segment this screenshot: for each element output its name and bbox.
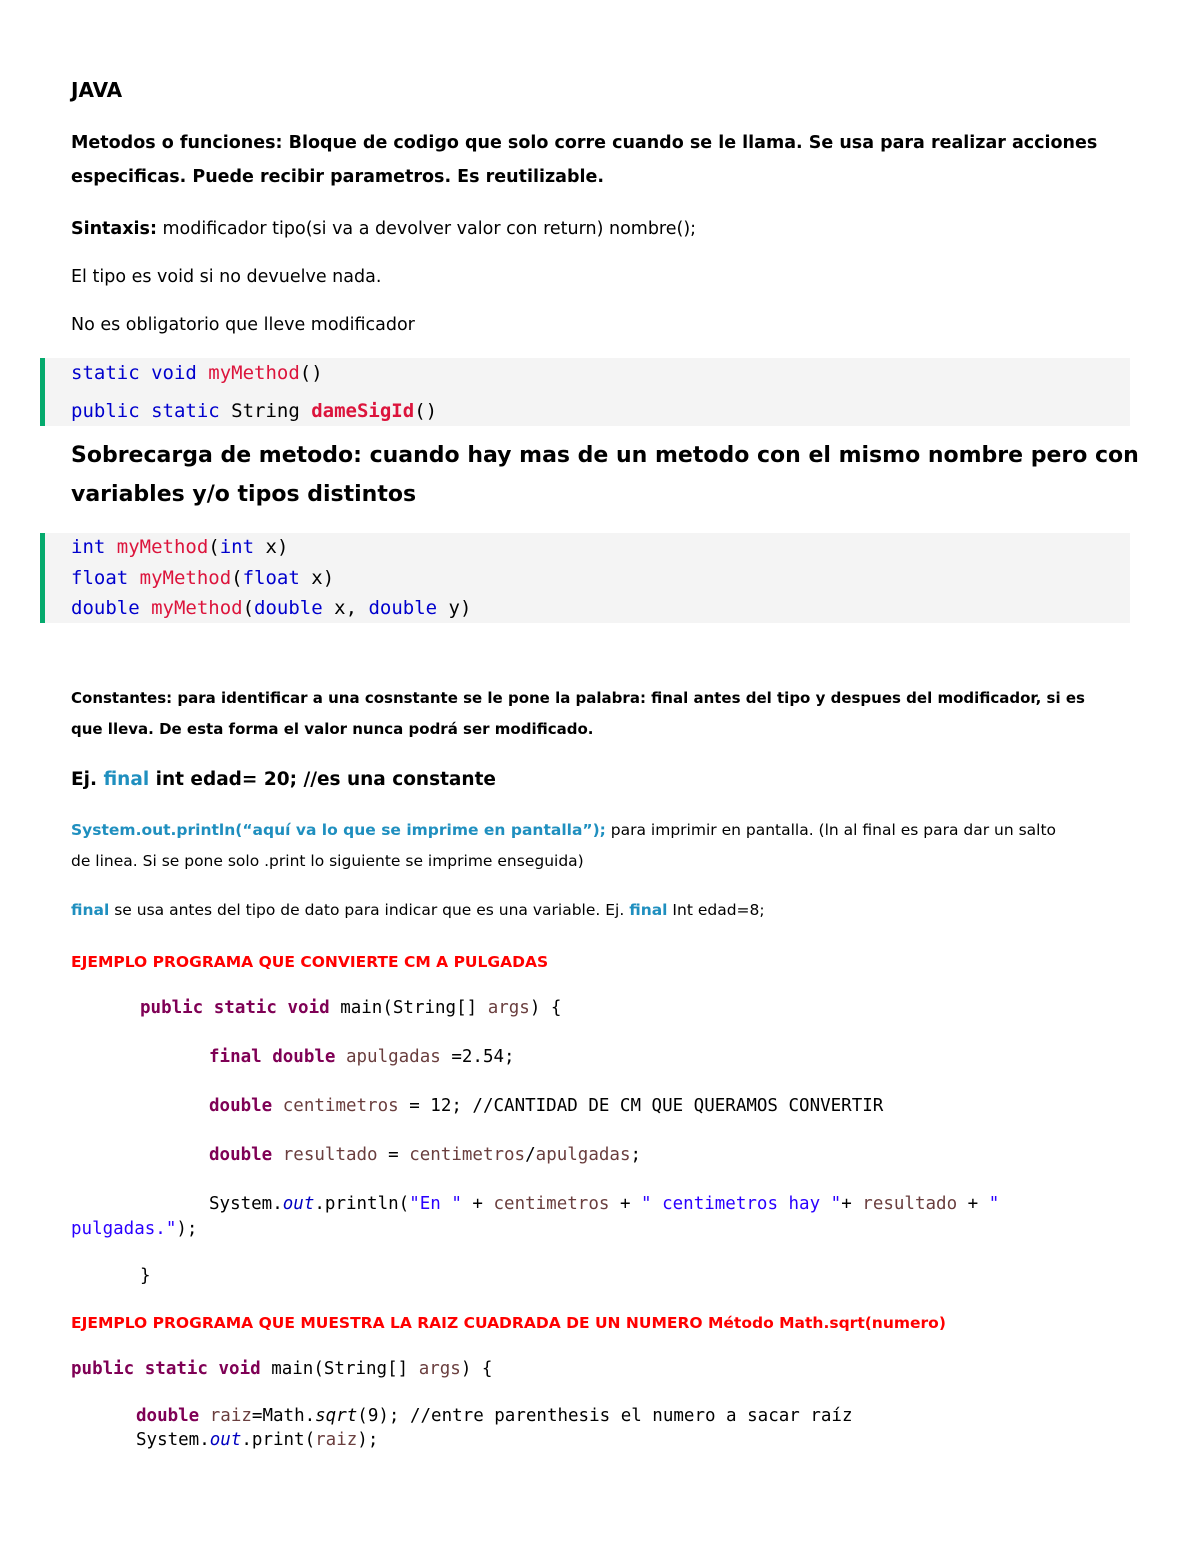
code-string: " (988, 1194, 1000, 1214)
code-text: (9); //entre parenthesis el numero a sacar raíz (357, 1406, 853, 1426)
code-text: =2.54; (440, 1047, 515, 1067)
code-punct: ) (322, 567, 335, 589)
code-text: + (609, 1194, 642, 1214)
code-text: ); (357, 1430, 379, 1450)
code-keyword: final double (209, 1047, 346, 1067)
code-variable: resultado (282, 1145, 378, 1165)
code-type: String (231, 400, 312, 422)
final-keyword: final (629, 901, 668, 919)
overload-heading-line-2: variables y/o tipos distintos (71, 482, 417, 507)
code-param: x (254, 536, 277, 558)
code-keyword: public static (71, 400, 232, 422)
methods-definition-line-2: especificas. Puede recibir parametros. Es reutilizable. (71, 167, 604, 187)
code-variable: centimetros (493, 1194, 610, 1214)
syntax-paragraph (71, 219, 696, 239)
code-variable: args (487, 998, 530, 1018)
final-note (71, 901, 765, 919)
code-string: " centimetros hay " (641, 1194, 842, 1214)
code-keyword: int (71, 536, 117, 558)
code-line-double (71, 597, 471, 619)
ex1-line-resultado (209, 1145, 641, 1165)
code-text: + (461, 1194, 494, 1214)
code-method-name: myMethod (116, 536, 209, 558)
constant-example (71, 769, 496, 790)
code-keyword: float (71, 567, 140, 589)
document-title: JAVA (71, 78, 123, 102)
ex1-line-apulgadas (209, 1047, 515, 1067)
code-variable: raiz (209, 1406, 252, 1426)
code-method-name: dameSigId (311, 400, 415, 422)
code-text: = (377, 1145, 410, 1165)
constants-line-2: que lleva. De esta forma el valor nunca podrá ser modificado. (71, 720, 594, 738)
code-parens: () (414, 400, 438, 422)
code-keyword: static void (71, 362, 209, 384)
modifier-note: No es obligatorio que lleve modificador (71, 315, 415, 335)
code-field: out (209, 1430, 242, 1450)
code-text: =Math. (251, 1406, 316, 1426)
methods-definition-line-1: Metodos o funciones: Bloque de codigo que solo corre cuando se le llama. Se usa para realizar acciones (71, 133, 1098, 153)
code-keyword: public static void (71, 1359, 272, 1379)
code-method-name: myMethod (208, 362, 300, 384)
code-text: + (957, 1194, 989, 1214)
code-punct: ( (208, 536, 220, 558)
code-variable: apulgadas (345, 1047, 441, 1067)
code-keyword: double (254, 597, 323, 619)
example-prefix: Ej. (71, 769, 104, 790)
code-text: ) { (460, 1359, 493, 1379)
code-keyword: double (209, 1145, 283, 1165)
code-text: ) { (529, 998, 562, 1018)
println-line-1 (71, 821, 1056, 839)
code-line-mymethod (71, 362, 323, 384)
code-keyword: double (209, 1096, 283, 1116)
code-text: + (841, 1194, 863, 1214)
code-keyword: double (368, 597, 438, 619)
code-text: main(String[] (340, 998, 488, 1018)
code-method-name: myMethod (139, 567, 232, 589)
code-string: pulgadas." (71, 1219, 177, 1239)
code-variable: resultado (862, 1194, 958, 1214)
println-line-2: de linea. Si se pone solo .print lo siguiente se imprime enseguida) (71, 852, 584, 870)
ex1-closing-brace: } (140, 1266, 151, 1286)
code-line-int (71, 536, 288, 558)
code-keyword: int (219, 536, 255, 558)
code-text: / (525, 1145, 536, 1165)
code-param: x (322, 597, 346, 619)
final-keyword: final (71, 901, 110, 919)
constants-line-1: Constantes: para identificar a una cosnstante se le pone la palabra: final antes del tipo y despues del modificador, si es (71, 689, 1085, 707)
syntax-text: modificador tipo(si va a devolver valor con return) nombre(); (156, 219, 697, 239)
ex1-line-println (209, 1194, 999, 1214)
code-text: ); (176, 1219, 198, 1239)
code-text: = 12; //CANTIDAD DE CM QUE QUERAMOS CONVERTIR (398, 1096, 884, 1116)
syntax-label: Sintaxis: (71, 219, 157, 239)
code-text: System. (136, 1430, 210, 1450)
code-keyword: double (136, 1406, 210, 1426)
code-variable: centimetros (409, 1145, 526, 1165)
code-variable: centimetros (282, 1096, 399, 1116)
code-variable: args (418, 1359, 461, 1379)
code-keyword: public static void (140, 998, 341, 1018)
ex1-line-pulgadas (71, 1219, 197, 1239)
code-keyword: float (242, 567, 300, 589)
println-explanation: para imprimir en pantalla. (ln al final es para dar un salto (605, 821, 1057, 839)
code-method: sqrt (315, 1406, 358, 1426)
ex2-line-print (136, 1430, 378, 1450)
code-field: out (282, 1194, 315, 1214)
example2-title: EJEMPLO PROGRAMA QUE MUESTRA LA RAIZ CUADRADA DE UN NUMERO Método Math.sqrt(numero) (71, 1314, 946, 1332)
code-parens: () (299, 362, 323, 384)
code-variable: raiz (315, 1430, 358, 1450)
println-code: System.out.println(“aquí va lo que se imprime en pantalla”); (71, 821, 606, 839)
ex2-line-main (71, 1359, 492, 1379)
final-note-text: Int edad=8; (667, 901, 765, 919)
code-line-damesigid (71, 400, 437, 422)
code-text: .println( (314, 1194, 410, 1214)
code-variable: apulgadas (535, 1145, 631, 1165)
code-text: .print( (241, 1430, 316, 1450)
final-note-text: se usa antes del tipo de dato para indicar que es una variable. Ej. (109, 901, 630, 919)
example-code: int edad= 20; //es una constante (149, 769, 496, 790)
code-param: y (437, 597, 460, 619)
code-punct: ) (460, 597, 472, 619)
code-param: x (299, 567, 323, 589)
example1-title: EJEMPLO PROGRAMA QUE CONVIERTE CM A PULGADAS (71, 953, 549, 971)
code-text: System. (209, 1194, 283, 1214)
code-punct: ) (276, 536, 289, 558)
code-string: "En " (409, 1194, 462, 1214)
ex1-line-centimetros (209, 1096, 883, 1116)
code-text: ; (630, 1145, 642, 1165)
code-text: main(String[] (271, 1359, 419, 1379)
code-method-name: myMethod (151, 597, 243, 619)
code-punct: ( (231, 567, 243, 589)
code-punct: , (345, 597, 369, 619)
overload-heading-line-1: Sobrecarga de metodo: cuando hay mas de un metodo con el mismo nombre pero con (71, 443, 1139, 468)
code-keyword: double (71, 597, 152, 619)
code-punct: ( (242, 597, 255, 619)
final-keyword: final (103, 769, 150, 790)
code-line-float (71, 567, 334, 589)
void-note: El tipo es void si no devuelve nada. (71, 267, 382, 287)
ex1-line-main (140, 998, 561, 1018)
ex2-line-raiz (136, 1406, 852, 1426)
